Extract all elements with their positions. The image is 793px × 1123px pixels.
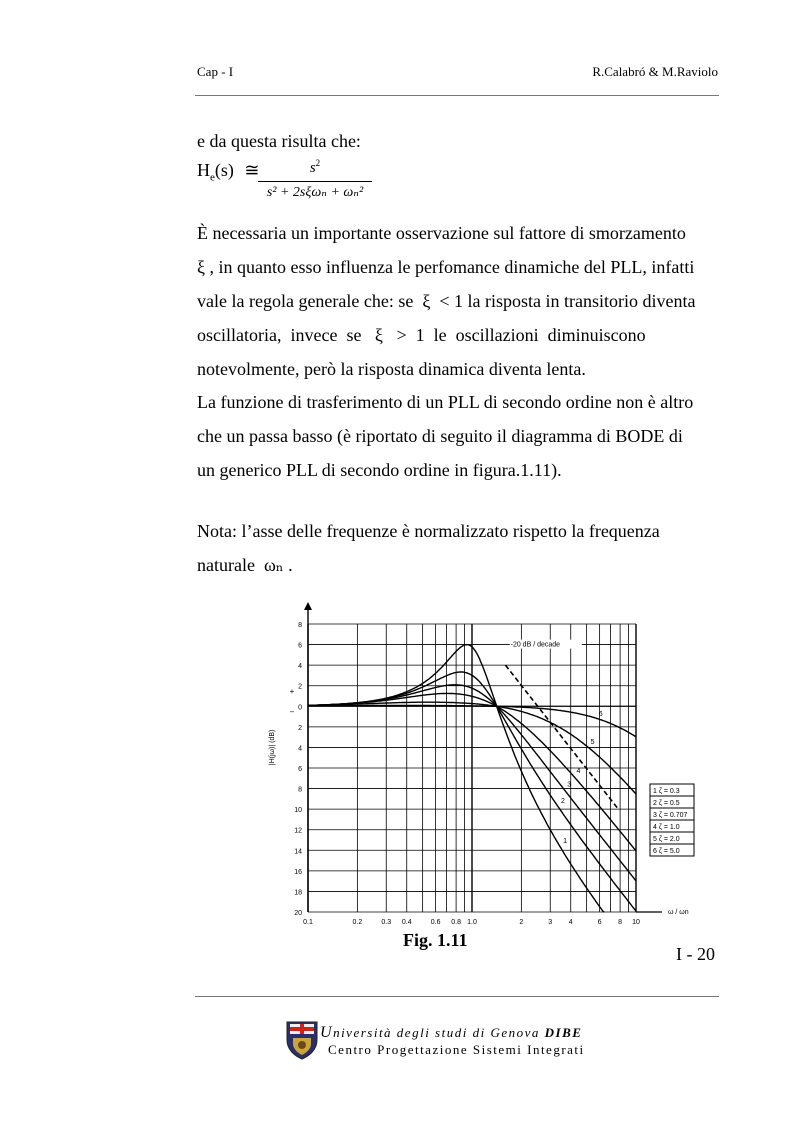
footer-rule [195,996,719,997]
y-tick-label: 14 [294,848,302,856]
curve-label: 4 [576,767,581,775]
legend-item: 5 ζ = 2.0 [653,836,680,843]
y-tick-label: 6 [298,642,302,650]
x-tick-label: 4 [568,919,573,926]
x-tick-label: 2 [519,919,524,926]
header-chapter: Cap - I [197,64,234,79]
y-tick-label: 10 [294,807,302,815]
y-axis-label: |H(jω)| (dB) [269,729,276,766]
legend-item: 2 ζ = 0.5 [653,800,680,807]
x-axis-label: ω / ωn [668,909,689,916]
y-tick-label: 4 [298,745,302,753]
x-tick-label: 0.2 [352,919,363,926]
page-number: I - 20 [676,944,715,964]
x-tick-label: 8 [618,919,623,926]
legend-item: 1 ζ = 0.3 [653,788,680,795]
x-tick-label: 3 [548,919,553,926]
y-tick-label: 6 [298,766,302,773]
figure-caption: Fig. 1.11 [403,930,468,950]
y-tick-label: 20 [294,910,302,917]
asymptote-annotation: -20 dB / decade [510,641,561,649]
y-plus-sign: + [289,686,295,696]
paragraph-transfer: La funzione di trasferimento di un PLL di secondo ordine non è altro che un passa basso (è riportato di seguito il diagramma di BODE di un generico PLL di secondo ordine in figura.1.11). [197,392,694,480]
y-tick-label: 0 [298,704,302,712]
y-tick-label: 12 [294,827,302,835]
y-minus-sign: − [289,707,295,717]
y-tick-label: 2 [298,724,302,732]
y-tick-label: 18 [294,889,302,897]
paragraph-damping: È necessaria un importante osservazione sul fattore di smorzamento ξ , in quanto esso influenza le perfomance dinamiche del PLL, infatti vale la regola generale che: se ξ < 1 la risposta in transitorio diventa oscillatoria, invece se ξ > 1 le oscillazioni diminuiscono notevolmente, però la risposta dinamica diventa lenta. [197,223,696,379]
footer-initial: U [320,1024,334,1041]
y-tick-label: 16 [294,868,302,876]
y-tick-label: 4 [298,663,302,671]
curve-label: 5 [590,739,595,747]
university-crest-icon [285,1018,319,1060]
x-tick-label: 0.8 [451,919,461,926]
curve-label: 3 [567,781,572,789]
footer-institution: Università degli studi di Genova DIBE Centro Progettazione Sistemi Integrati [320,1024,585,1057]
x-tick-label: 6 [597,919,602,926]
header-rule [195,95,719,96]
intro-text: e da questa risulta che: [197,131,361,151]
bode-diagram [260,600,700,930]
curve-label: 6 [598,710,603,718]
x-tick-label: 0.4 [401,919,412,926]
header-authors: R.Calabró & M.Raviolo [592,64,718,79]
y-tick-label: 2 [298,683,302,691]
y-axis-arrow [304,602,312,610]
x-tick-label: 0.6 [430,919,441,926]
y-tick-label: 8 [298,786,302,794]
y-tick-label: 8 [298,622,302,629]
formula-fraction: $s^2$ s² + 2sξωₙ + ωₙ² [258,158,372,201]
x-tick-label: 1.0 [467,919,477,926]
curve-label: 2 [561,798,565,806]
formula-lhs: $H_e(s)$ ≅ [197,160,260,184]
legend-item: 6 ζ = 5.0 [653,848,680,855]
x-tick-label: 0.3 [381,919,392,926]
x-tick-label: 0.1 [303,919,313,926]
curve-label: 1 [563,838,568,846]
paragraph-note: Nota: l’asse delle frequenze è normalizzato rispetto la frequenza naturale ωₙ . [197,521,660,575]
x-tick-label: 10 [632,919,640,926]
legend-item: 3 ζ = 0.707 [653,812,688,819]
legend-item: 4 ζ = 1.0 [653,824,680,831]
